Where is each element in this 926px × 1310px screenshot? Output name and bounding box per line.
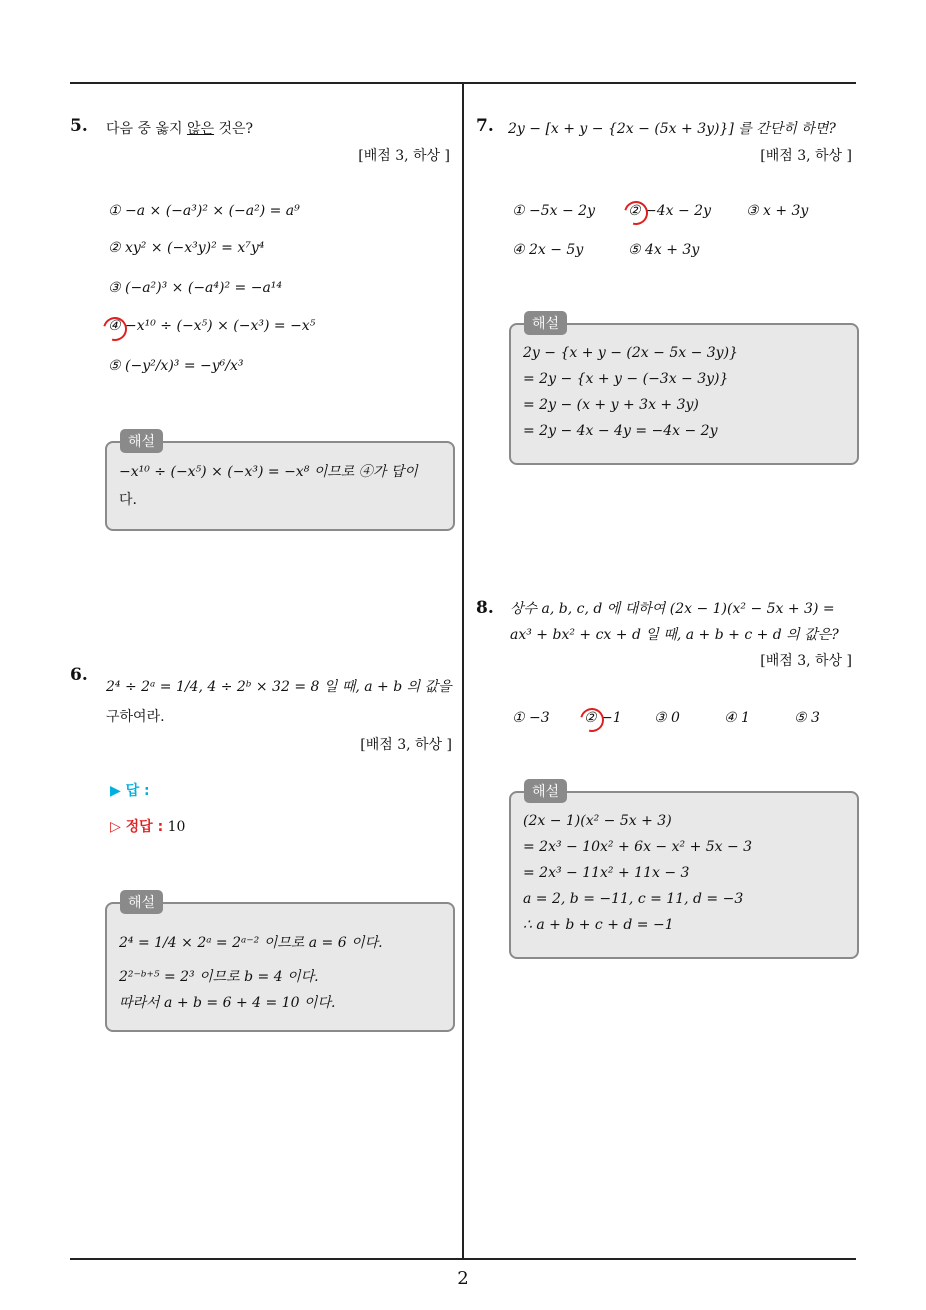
score-label: [배점 3, 하상 ] xyxy=(760,148,852,164)
question-text: 상수 a, b, c, d 에 대하여 (2x − 1)(x² − 5x + 3) = xyxy=(510,601,835,617)
solution-line: = 2y − 4x − 4y = −4x − 2y xyxy=(523,423,718,439)
question-number: 5. xyxy=(70,116,88,136)
solution-line: 따라서 a + b = 6 + 4 = 10 이다. xyxy=(119,995,336,1011)
bottom-rule xyxy=(70,1258,856,1260)
option-3[interactable]: ③ 0 xyxy=(654,710,680,726)
solution-line: = 2x³ − 11x² + 11x − 3 xyxy=(523,865,690,881)
option-5[interactable]: ⑤ 3 xyxy=(794,710,820,726)
question-text-a: 다음 중 옳지 xyxy=(106,121,187,137)
score-label: [배점 3, 하상 ] xyxy=(760,653,852,669)
solution-box xyxy=(105,441,455,531)
solution-line: 2²⁻ᵇ⁺⁵ = 2³ 이므로 b = 4 이다. xyxy=(119,969,319,985)
solution-box xyxy=(509,323,859,465)
option-1[interactable]: ① −3 xyxy=(512,710,550,726)
solution-line: −x¹⁰ ÷ (−x⁵) × (−x³) = −x⁸ 이므로 ④가 답이 xyxy=(119,464,418,480)
question-number: 7. xyxy=(476,116,494,136)
answer-mark-icon xyxy=(576,704,609,737)
question-text: 2y − [x + y − {2x − (5x + 3y)}] 를 간단히 하면? xyxy=(508,121,836,137)
option-2[interactable]: ② −4x − 2y xyxy=(628,203,711,219)
solution-label: 해설 xyxy=(524,779,567,803)
solution-line: = 2y − (x + y + 3x + 3y) xyxy=(523,397,699,413)
solution-line: = 2y − {x + y − (−3x − 3y)} xyxy=(523,371,729,387)
solution-label: 해설 xyxy=(524,311,567,335)
option-4[interactable]: ④ 1 xyxy=(724,710,750,726)
option-5[interactable]: ⑤ (−y²/x)³ = −y⁶/x³ xyxy=(108,358,244,374)
question-text: ax³ + bx² + cx + d 일 때, a + b + c + d 의 값은? xyxy=(510,627,839,643)
option-1[interactable]: ① −5x − 2y xyxy=(512,203,595,219)
option-4[interactable]: ④ 2x − 5y xyxy=(512,242,584,258)
option-5[interactable]: ⑤ 4x + 3y xyxy=(628,242,700,258)
question-number: 6. xyxy=(70,665,88,685)
column-divider xyxy=(462,84,464,1258)
question-text: 2⁴ ÷ 2ᵃ = 1/4, 4 ÷ 2ᵇ × 32 = 8 일 때, a + b 의 값을 xyxy=(106,679,452,695)
question-text: 구하여라. xyxy=(106,709,165,725)
solution-line: 2⁴ = 1/4 × 2ᵃ = 2ᵃ⁻² 이므로 a = 6 이다. xyxy=(119,935,383,951)
option-1[interactable]: ① −a × (−a³)² × (−a²) = a⁹ xyxy=(108,203,300,219)
option-2[interactable]: ② −1 xyxy=(584,710,622,726)
solution-label: 해설 xyxy=(120,890,163,914)
solution-line: (2x − 1)(x² − 5x + 3) xyxy=(523,813,672,829)
correct-label: ▷ 정답 : xyxy=(110,819,164,835)
answer-label: ▶ 답 : xyxy=(110,783,150,799)
correct-value: 10 xyxy=(167,819,186,835)
option-3[interactable]: ③ x + 3y xyxy=(746,203,809,219)
solution-box xyxy=(509,791,859,959)
option-2[interactable]: ② xy² × (−x³y)² = x⁷y⁴ xyxy=(108,240,265,256)
score-label: [배점 3, 하상 ] xyxy=(358,148,450,164)
solution-label: 해설 xyxy=(120,429,163,453)
page-number: 2 xyxy=(457,1268,469,1289)
solution-line: ∴ a + b + c + d = −1 xyxy=(523,917,674,933)
solution-line: 다. xyxy=(119,492,137,508)
solution-box xyxy=(105,902,455,1032)
solution-line: = 2x³ − 10x² + 6x − x² + 5x − 3 xyxy=(523,839,753,855)
question-text-underlined: 않은 xyxy=(186,121,215,137)
question-number: 8. xyxy=(476,598,494,618)
answer-mark-icon xyxy=(620,197,653,230)
option-3[interactable]: ③ (−a²)³ × (−a⁴)² = −a¹⁴ xyxy=(108,280,283,296)
option-4[interactable]: ④ −x¹⁰ ÷ (−x⁵) × (−x³) = −x⁵ xyxy=(108,318,316,334)
question-text-b: 것은? xyxy=(214,121,254,137)
score-label: [배점 3, 하상 ] xyxy=(360,737,452,753)
solution-line: a = 2, b = −11, c = 11, d = −3 xyxy=(523,891,744,907)
correct-answer xyxy=(110,816,185,836)
solution-line: 2y − {x + y − (2x − 5x − 3y)} xyxy=(523,345,738,361)
question-text xyxy=(106,118,253,138)
